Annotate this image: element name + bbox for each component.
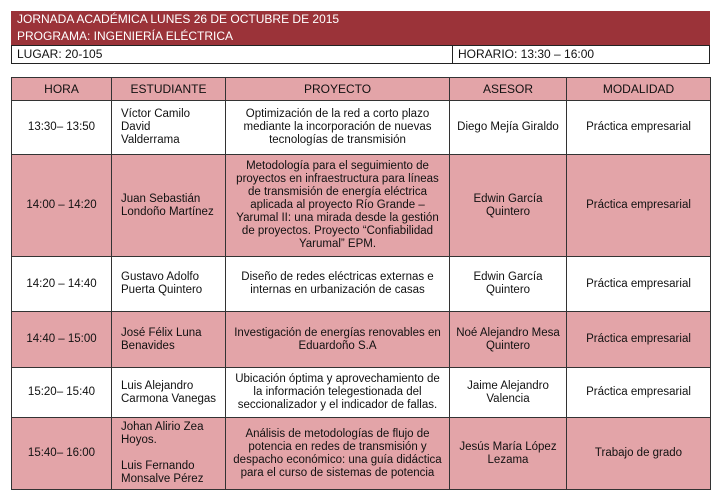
cell-asesor: Edwin García Quintero	[450, 155, 567, 257]
schedule-label: HORARIO: 13:30 – 16:00	[458, 47, 595, 61]
table-header-row	[12, 78, 711, 101]
event-title: JORNADA ACADÉMICA LUNES 26 DE OCTUBRE DE 2015	[11, 11, 710, 28]
cell-hora: 15:40– 16:00	[12, 418, 112, 490]
cell-asesor: Edwin García Quintero	[450, 257, 567, 312]
cell-modalidad: Práctica empresarial	[567, 312, 711, 368]
column-header-asesor: ASESOR	[450, 78, 567, 101]
table-row	[12, 312, 711, 368]
cell-hora: 15:20– 15:40	[12, 368, 112, 418]
cell-hora: 14:00 – 14:20	[12, 155, 112, 257]
cell-estudiante: Luis Alejandro Carmona Vanegas	[112, 368, 226, 418]
location-label: LUGAR: 20-105	[12, 46, 453, 63]
cell-asesor: Noé Alejandro Mesa Quintero	[450, 312, 567, 368]
program-title: PROGRAMA: INGENIERÍA ELÉCTRICA	[11, 28, 710, 45]
cell-estudiante: Juan Sebastián Londoño Martínez	[112, 155, 226, 257]
column-header-hora: HORA	[12, 78, 112, 101]
cell-modalidad: Práctica empresarial	[567, 257, 711, 312]
cell-hora: 14:20 – 14:40	[12, 257, 112, 312]
cell-estudiante: Gustavo Adolfo Puerta Quintero	[112, 257, 226, 312]
column-header-estudiante: ESTUDIANTE	[112, 78, 226, 101]
cell-proyecto: Diseño de redes eléctricas externas e internas en urbanización de casas	[226, 257, 450, 312]
cell-modalidad: Práctica empresarial	[567, 368, 711, 418]
cell-asesor: Jaime Alejandro Valencia	[450, 368, 567, 418]
cell-estudiante: José Félix Luna Benavides	[112, 312, 226, 368]
cell-proyecto: Metodología para el seguimiento de proyectos en infraestructura para líneas de transmisión de energía eléctrica aplicada al proyecto Río Grande – Yarumal II: una mirada desde la gestión de proyectos. Proyecto “Confiabilidad Yarumal” EPM.	[226, 155, 450, 257]
column-header-proyecto: PROYECTO	[226, 78, 450, 101]
column-header-modalidad: MODALIDAD	[567, 78, 711, 101]
cell-modalidad: Práctica empresarial	[567, 101, 711, 155]
cell-proyecto: Ubicación óptima y aprovechamiento de la información telegestionada del seccionalizador y el indicador de fallas.	[226, 368, 450, 418]
info-bar	[11, 45, 710, 64]
cell-proyecto: Análisis de metodologías de flujo de potencia en redes de transmisión y despacho económico: una guía didáctica para el curso de sistemas de potencia	[226, 418, 450, 490]
cell-asesor: Diego Mejía Giraldo	[450, 101, 567, 155]
cell-hora: 13:30– 13:50	[12, 101, 112, 155]
table-row	[12, 418, 711, 490]
cell-hora: 14:40 – 15:00	[12, 312, 112, 368]
cell-proyecto: Optimización de la red a corto plazo mediante la incorporación de nuevas tecnologías de transmisión	[226, 101, 450, 155]
table-row	[12, 155, 711, 257]
schedule-table	[11, 77, 711, 490]
table-row	[12, 368, 711, 418]
table-row	[12, 101, 711, 155]
cell-modalidad: Práctica empresarial	[567, 155, 711, 257]
cell-estudiante: Víctor Camilo David Valderrama	[112, 101, 226, 155]
table-row	[12, 257, 711, 312]
cell-estudiante: Johan Alirio Zea Hoyos. Luis Fernando Monsalve Pérez	[112, 418, 226, 490]
cell-asesor: Jesús María López Lezama	[450, 418, 567, 490]
cell-proyecto: Investigación de energías renovables en Eduardoño S.A	[226, 312, 450, 368]
cell-modalidad: Trabajo de grado	[567, 418, 711, 490]
